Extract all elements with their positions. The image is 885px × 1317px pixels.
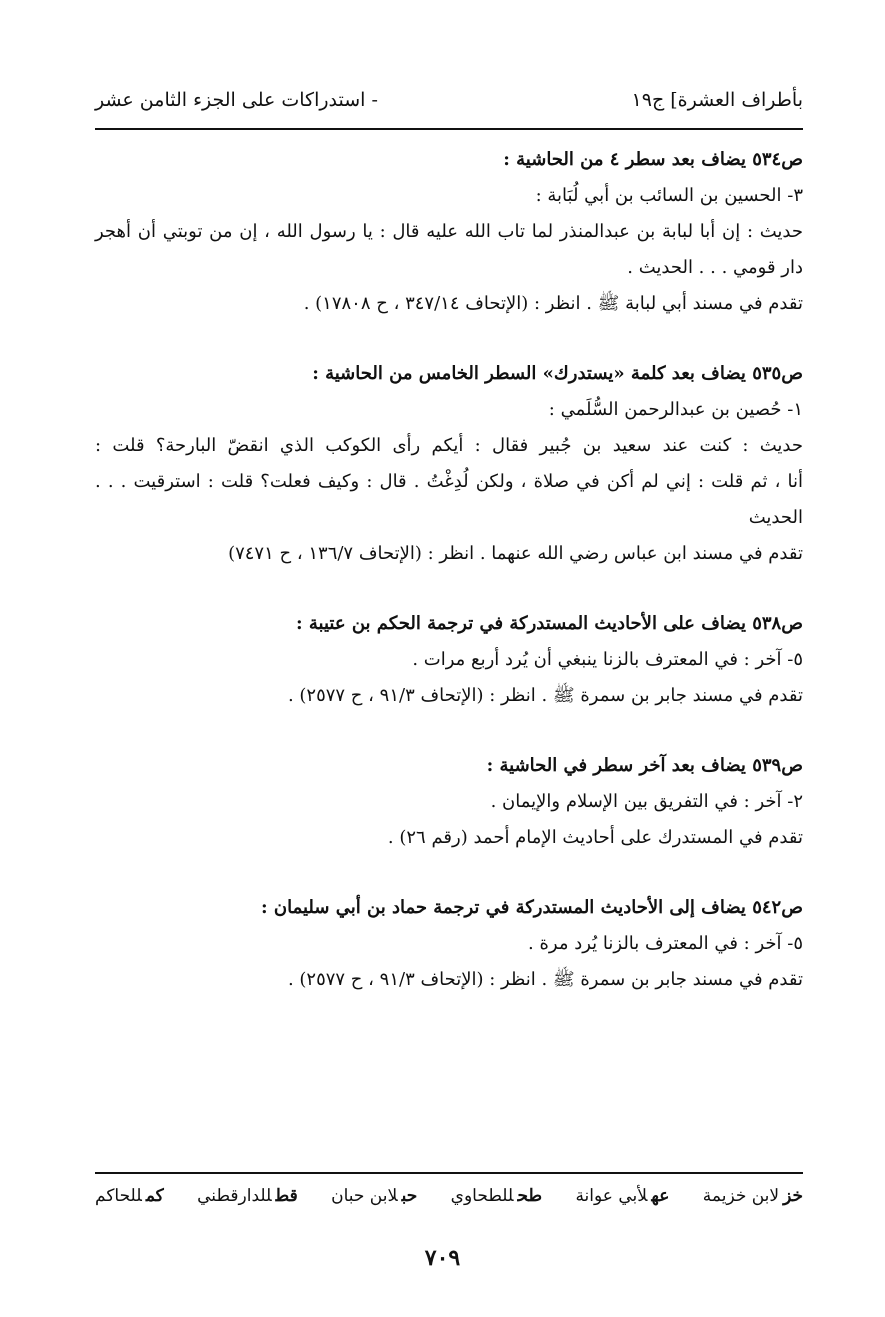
abbreviation-label: لأبي عوانة [575,1186,648,1206]
section [95,748,803,856]
section [95,142,803,322]
section-gap [95,322,803,356]
abbreviation-label: للدارقطني [197,1186,272,1206]
entry-title: ١- حُصين بن عبدالرحمن السُّلَمي : [548,399,803,420]
entry-title: ٥- آخر : في المعترف بالزنا يُرد مرة . [528,933,803,954]
abbreviation-label: لابن حبان [331,1186,398,1206]
abbreviation-code: حب [401,1186,418,1206]
section [95,890,803,998]
entry-title: ٣- الحسين بن السائب بن أبي لُبَابة : [535,185,803,206]
abbreviation-item [197,1186,298,1206]
abbreviations-legend [95,1186,803,1206]
hadith-text: حديث : إن أبا لبابة بن عبدالمنذر لما تاب الله عليه قال : يا رسول الله ، إن من توبتي أن أهجر [95,221,803,242]
section-heading: ص٥٣٤ يضاف بعد سطر ٤ من الحاشية : [503,149,803,170]
hadith-text-continued: دار قومي . . . الحديث . [627,257,803,278]
abbreviation-item [703,1186,803,1206]
section-gap [95,714,803,748]
abbreviation-code: قط [275,1186,298,1206]
hadith-text-end: الحديث [748,507,803,528]
section-heading: ص٥٤٢ يضاف إلى الأحاديث المستدركة في ترجمة حماد بن أبي سليمان : [260,897,803,918]
reference-line: تقدم في مسند ابن عباس رضي الله عنهما . انظر : (الإتحاف ١٣٦/٧ ، ح ٧٤٧١) [228,543,803,564]
reference-line: تقدم في مسند أبي لبابة ﷺ . انظر : (الإتحاف ٣٤٧/١٤ ، ح ١٧٨٠٨) . [303,293,803,314]
abbreviation-label: للطحاوي [450,1186,514,1206]
abbreviation-label: لابن خزيمة [702,1186,780,1206]
abbreviation-code: كم [145,1186,164,1206]
section-gap [95,856,803,890]
section [95,606,803,714]
reference-line: تقدم في مسند جابر بن سمرة ﷺ . انظر : (الإتحاف ٩١/٣ ، ح ٢٥٧٧) . [287,685,803,706]
page-body [95,142,803,998]
entry-title: ٥- آخر : في المعترف بالزنا ينبغي أن يُرد أربع مرات . [412,649,803,670]
reference-line: تقدم في مسند جابر بن سمرة ﷺ . انظر : (الإتحاف ٩١/٣ ، ح ٢٥٧٧) . [287,969,803,990]
abbreviation-code: عه [651,1186,670,1206]
abbreviation-item [331,1186,417,1206]
section-heading: ص٥٣٥ يضاف بعد كلمة «يستدرك» السطر الخامس من الحاشية : [312,363,803,384]
header-section-title: - استدراكات على الجزء الثامن عشر [95,89,378,111]
abbreviation-item [575,1186,669,1206]
footer-divider [95,1172,803,1174]
abbreviation-code: طح [517,1186,543,1206]
hadith-text-continued: أنا ، ثم قلت : إني لم أكن في صلاة ، ولكن لُدِغْتُ . قال : وكيف فعلت؟ قلت : استرقيت . . . [95,471,803,492]
page-number: ٧٠٩ [424,1245,461,1271]
section-gap [95,572,803,606]
hadith-text: حديث : كنت عند سعيد بن جُبير فقال : أيكم رأى الكوكب الذي انقضّ البارحة؟ قلت : [95,435,803,456]
entry-title: ٢- آخر : في التفريق بين الإسلام والإيمان . [490,791,803,812]
section [95,356,803,572]
reference-line: تقدم في المستدرك على أحاديث الإمام أحمد (رقم ٢٦) . [387,827,803,848]
header-divider [95,128,803,130]
section-heading: ص٥٣٩ يضاف بعد آخر سطر في الحاشية : [486,755,803,776]
section-heading: ص٥٣٨ يضاف على الأحاديث المستدركة في ترجمة الحكم بن عتيبة : [295,613,803,634]
running-header [95,80,803,120]
abbreviation-item [451,1186,542,1206]
abbreviation-label: للحاكم [95,1186,142,1206]
abbreviation-item [95,1186,164,1206]
header-book-title: بأطراف العشرة] ج١٩ [631,89,803,111]
abbreviation-code: خز [783,1186,803,1206]
